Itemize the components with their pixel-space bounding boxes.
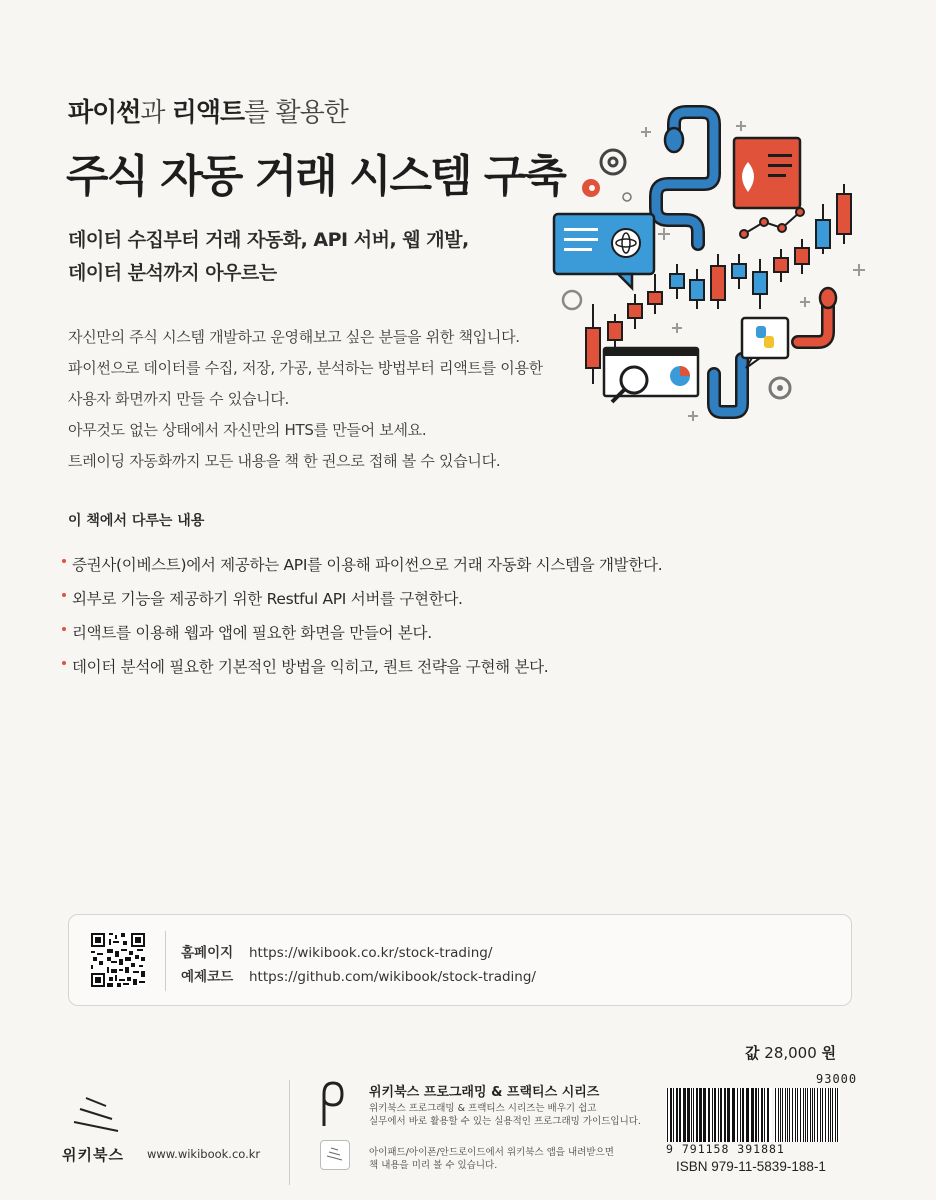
barcode-bar <box>746 1088 749 1142</box>
ean-barcode <box>666 1088 772 1142</box>
book-description <box>68 322 543 477</box>
barcode-bar <box>691 1088 692 1142</box>
description-line: 파이썬으로 데이터를 수집, 저장, 가공, 분석하는 방법부터 리액트를 이용한 <box>68 359 543 377</box>
barcode-bar <box>751 1088 754 1142</box>
barcode-bar <box>758 1088 759 1142</box>
series-description: 위키북스 프로그래밍 & 프랙티스 시리즈는 배우기 쉽고 실무에서 바로 활용할 수 있는 실용적인 프로그래밍 가이드입니다. <box>369 1103 641 1127</box>
barcode-bar <box>670 1088 672 1142</box>
barcode-bar <box>807 1088 808 1142</box>
barcode-bar <box>810 1088 811 1142</box>
publisher-url[interactable]: www.wikibook.co.kr <box>147 1147 261 1161</box>
divider <box>165 931 166 991</box>
barcode-bar <box>761 1088 763 1142</box>
barcode-bar <box>764 1088 765 1142</box>
barcode-bar <box>817 1088 818 1142</box>
barcode-bar <box>687 1088 690 1142</box>
links-box <box>68 914 852 1006</box>
code-row <box>181 965 536 989</box>
barcode-bar <box>740 1088 741 1142</box>
addon-barcode <box>774 1088 840 1142</box>
footer-divider <box>289 1080 290 1185</box>
description-line: 자신만의 주식 시스템 개발하고 운영해보고 싶은 분들을 위한 책입니다. <box>68 328 520 346</box>
price: 값 28,000 원 <box>745 1044 837 1062</box>
book-title: 주식 자동 거래 시스템 구축 <box>66 151 565 202</box>
bullet-icon <box>62 627 66 631</box>
barcode-bar <box>825 1088 826 1142</box>
barcode-bar <box>718 1088 719 1142</box>
links <box>181 941 536 989</box>
tagline <box>68 224 469 290</box>
barcode-bar <box>676 1088 678 1142</box>
barcode-bar <box>727 1088 730 1142</box>
code-link[interactable]: https://github.com/wikibook/stock-trading/ <box>249 969 536 985</box>
list-item: 증권사(이베스트)에서 제공하는 API를 이용해 파이썬으로 거래 자동화 시스템을 개발한다. <box>62 548 662 582</box>
barcode-bar <box>800 1088 801 1142</box>
publisher-name: 위키북스 <box>62 1146 124 1164</box>
list-item: 리액트를 이용해 웹과 앱에 필요한 화면을 만들어 본다. <box>62 616 662 650</box>
series-logo-icon <box>318 1080 344 1128</box>
barcode-bar <box>820 1088 821 1142</box>
description-line: 사용자 화면까지 만들 수 있습니다. <box>68 390 290 408</box>
barcode-addon-number: 93000 <box>816 1072 858 1086</box>
barcode-bar <box>742 1088 744 1142</box>
barcode-bar <box>782 1088 783 1142</box>
barcode-bar <box>673 1088 674 1142</box>
app-icon <box>320 1140 350 1170</box>
barcode-bar <box>785 1088 786 1142</box>
homepage-link[interactable]: https://wikibook.co.kr/stock-trading/ <box>249 945 493 961</box>
barcode-bar <box>720 1088 722 1142</box>
barcode-bar <box>822 1088 823 1142</box>
barcode-bar <box>837 1088 838 1142</box>
publisher-logo-icon <box>60 1090 140 1135</box>
book-subtitle: 파이썬과 리액트를 활용한 <box>68 98 348 128</box>
barcode-bar <box>755 1088 757 1142</box>
barcode-bar <box>812 1088 813 1142</box>
barcode-bar <box>835 1088 836 1142</box>
barcode-bar <box>805 1088 806 1142</box>
homepage-label: 홈페이지 <box>181 945 234 961</box>
barcode-bar <box>775 1088 776 1142</box>
description-line: 트레이딩 자동화까지 모든 내용을 책 한 권으로 접해 볼 수 있습니다. <box>68 452 501 470</box>
barcode-bar <box>699 1088 702 1142</box>
barcode-bar <box>814 1088 815 1142</box>
isbn: ISBN 979-11-5839-188-1 <box>676 1159 826 1174</box>
barcode-bar <box>803 1088 804 1142</box>
bullet-icon <box>62 559 66 563</box>
contents-list <box>62 548 662 684</box>
barcode-bar <box>667 1088 668 1142</box>
barcode-bar <box>683 1088 686 1142</box>
barcode-bar <box>732 1088 735 1142</box>
tagline-line: 데이터 수집부터 거래 자동화, API 서버, 웹 개발, <box>68 229 469 251</box>
barcode-bar <box>714 1088 716 1142</box>
description-line: 아무것도 없는 상태에서 자신만의 HTS를 만들어 보세요. <box>68 421 427 439</box>
barcode-bar <box>832 1088 833 1142</box>
qr-code-icon[interactable] <box>91 933 145 987</box>
barcode-bar <box>679 1088 681 1142</box>
barcode-bar <box>795 1088 796 1142</box>
list-item: 외부로 기능을 제공하기 위한 Restful API 서버를 구현한다. <box>62 582 662 616</box>
tagline-line: 데이터 분석까지 아우르는 <box>68 262 277 284</box>
bullet-icon <box>62 661 66 665</box>
barcode-bar <box>830 1088 831 1142</box>
code-label: 예제코드 <box>181 969 234 985</box>
barcode-bar <box>708 1088 710 1142</box>
contents-heading: 이 책에서 다루는 내용 <box>68 513 205 529</box>
barcode-bar <box>724 1088 726 1142</box>
barcode-bar <box>712 1088 713 1142</box>
barcode-bar <box>780 1088 781 1142</box>
barcode-bar <box>787 1088 788 1142</box>
magnifier-icon <box>621 367 647 393</box>
barcode-bar <box>696 1088 698 1142</box>
barcode-bar <box>693 1088 694 1142</box>
barcode-bar <box>737 1088 738 1142</box>
barcode-bar <box>778 1088 779 1142</box>
bullet-icon <box>62 593 66 597</box>
ean-number: 9 791158 391881 <box>666 1142 785 1156</box>
barcode-bar <box>828 1088 829 1142</box>
list-item: 데이터 분석에 필요한 기본적인 방법을 익히고, 퀀트 전략을 구현해 본다. <box>62 650 662 684</box>
line-graph <box>740 208 804 238</box>
series-title: 위키북스 프로그래밍 & 프랙티스 시리즈 <box>369 1085 600 1100</box>
barcode-bar <box>792 1088 793 1142</box>
barcode-bar <box>767 1088 769 1142</box>
barcode-bar <box>703 1088 706 1142</box>
app-description: 아이패드/아이폰/안드로이드에서 위키북스 앱을 내려받으면 책 내용을 미리 볼 수 있습니다. <box>369 1147 614 1171</box>
barcode-bar <box>789 1088 790 1142</box>
trading-illustration <box>548 104 878 434</box>
gear-icon <box>601 150 625 174</box>
barcode-bar <box>797 1088 798 1142</box>
homepage-row <box>181 941 536 965</box>
